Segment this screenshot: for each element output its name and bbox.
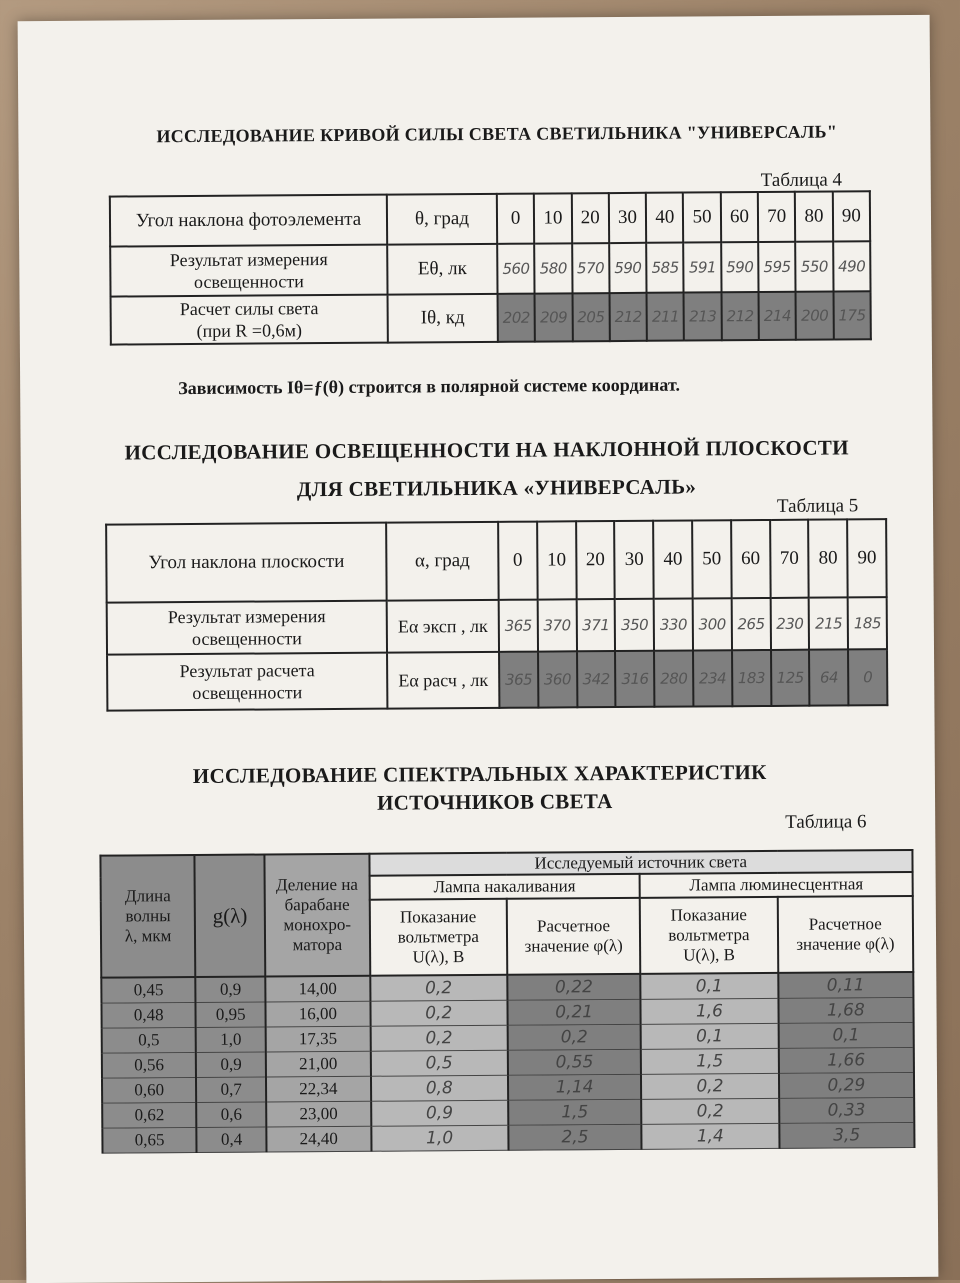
table6-lamp1-calc-cell: 1,5	[508, 1099, 641, 1125]
table6-reading-line3: U(λ), В	[412, 947, 465, 967]
table6-reading-line1: Показание	[670, 905, 748, 925]
table4-illuminance-value: 595	[758, 242, 796, 292]
table4-intensity-value: 200	[796, 292, 834, 340]
table6-source-header: Исследуемый источник света	[369, 850, 913, 876]
table5-calculated-symbol: Eα расч , лк	[387, 652, 499, 709]
section2-title-line2: ДЛЯ СВЕТИЛЬНИКА «УНИВЕРСАЛЬ»	[296, 474, 697, 502]
table5-measured-value: 350	[615, 599, 654, 651]
table6-lamp2-calc-cell: 0,1	[778, 1022, 914, 1048]
table6-lamp2-reading-cell: 0,2	[641, 1098, 779, 1124]
table5-angle-cell: 70	[770, 520, 809, 598]
table6-lamp1-calc-cell: 0,55	[508, 1049, 641, 1075]
table6-lamp1-reading-cell: 0,5	[370, 1050, 508, 1076]
table6-lamp2-reading-cell: 0,1	[641, 973, 779, 999]
table4-illuminance-value: 590	[609, 243, 647, 293]
table6-lambda-cell: 0,56	[102, 1052, 196, 1078]
table-row	[102, 1122, 914, 1153]
table4-illuminance-value: 550	[796, 242, 834, 292]
table5-measured-symbol: Eα эксп , лк	[387, 600, 499, 653]
table4-intensity-value: 205	[572, 293, 610, 341]
table6-lamp2-reading-cell: 0,1	[641, 1023, 779, 1049]
table6-lamp1-reading-cell: 1,0	[371, 1125, 509, 1151]
table6-division-header-line2: барабане	[284, 894, 350, 915]
section2-title-line1: ИССЛЕДОВАНИЕ ОСВЕЩЕННОСТИ НА НАКЛОННОЙ ПЛОСКОСТИ	[124, 435, 849, 465]
table5	[105, 518, 888, 711]
table6-lamp2-calc-header	[777, 896, 913, 973]
table6-wavelength-header-line3: λ, мкм	[124, 926, 172, 946]
table6-calc-line2: значение φ(λ)	[796, 934, 895, 954]
table6-g-header: g(λ)	[195, 854, 266, 976]
table4-angle-cell: 70	[758, 192, 796, 242]
table6-reading-line2: вольтметра	[397, 927, 479, 947]
table4-intensity-value: 213	[684, 292, 722, 340]
table5-angle-cell: 90	[847, 519, 886, 597]
table6-caption: Таблица 6	[785, 811, 867, 833]
table6-lamp1-header: Лампа накаливания	[369, 874, 640, 900]
table6-lambda-cell: 0,48	[101, 1002, 195, 1028]
table6-lamp2-reading-header	[640, 897, 778, 974]
table6-reading-line2: вольтметра	[668, 925, 750, 945]
table4-intensity-value: 214	[759, 292, 797, 340]
table6-division-cell: 22,34	[266, 1076, 371, 1102]
table4-intensity-label-line1: Расчет силы света	[179, 298, 319, 320]
table4-angle-cell: 40	[646, 193, 684, 243]
table6-lamp1-calc-header	[507, 898, 641, 975]
table5-calculated-value: 342	[577, 651, 616, 707]
table6-lamp1-reading-cell: 0,2	[370, 975, 508, 1001]
section3-title-line1: ИССЛЕДОВАНИЕ СПЕКТРАЛЬНЫХ ХАРАКТЕРИСТИК	[192, 759, 767, 788]
table6-lamp1-calc-cell: 0,2	[508, 1024, 641, 1050]
table4-angle-cell: 10	[534, 193, 572, 243]
table4-illuminance-value: 585	[646, 243, 684, 293]
table5-angle-label: Угол наклона плоскости	[106, 523, 387, 603]
table4-intensity-value: 175	[833, 291, 871, 339]
table4-intensity-symbol: Iθ, кд	[388, 294, 498, 343]
table4-illuminance-value: 560	[497, 244, 535, 294]
table5-measured-value: 230	[770, 598, 809, 650]
table5-calculated-label	[107, 653, 387, 711]
table6-lamp2-calc-cell: 0,11	[778, 972, 914, 998]
table4-intensity-label-line2: (при R =0,6м)	[196, 320, 302, 341]
table6-lamp1-reading-cell: 0,9	[371, 1100, 509, 1126]
table6-division-header	[264, 854, 369, 977]
table4-angle-cell: 20	[571, 193, 609, 243]
table6-lamp1-calc-cell: 0,21	[507, 999, 640, 1025]
table6-lamp2-reading-cell: 1,5	[641, 1048, 779, 1074]
table5-angle-cell: 0	[498, 522, 537, 600]
table4-illuminance-label-line1: Результат измерения	[169, 249, 328, 271]
table4-angle-label: Угол наклона фотоэлемента	[110, 195, 387, 247]
table6-g-cell: 0,4	[197, 1127, 267, 1152]
table5-measured-value: 330	[654, 599, 693, 651]
table6	[99, 849, 915, 1154]
table5-measured-value: 215	[809, 597, 848, 649]
table6-g-cell: 1,0	[196, 1027, 266, 1052]
table5-calculated-value: 64	[809, 649, 848, 705]
table5-calculated-label-line2: освещенности	[192, 682, 303, 703]
paper-sheet	[18, 15, 939, 1283]
table4-angle-cell: 60	[721, 192, 759, 242]
table6-lamp1-calc-cell: 1,14	[508, 1074, 641, 1100]
table4-angle-symbol: θ, град	[387, 194, 497, 245]
table6-lamp2-reading-cell: 0,2	[641, 1073, 779, 1099]
table5-calculated-value: 0	[848, 649, 887, 705]
table4-intensity-label	[111, 295, 388, 345]
table5-caption: Таблица 5	[776, 495, 859, 517]
table6-division-cell: 23,00	[266, 1101, 371, 1127]
table4-angle-cell: 0	[497, 194, 535, 244]
table6-lambda-cell: 0,5	[102, 1027, 196, 1053]
table4-illuminance-label-line2: освещенности	[193, 271, 304, 292]
table6-wavelength-header-line2: волны	[125, 906, 171, 926]
section1-title: ИССЛЕДОВАНИЕ КРИВОЙ СИЛЫ СВЕТА СВЕТИЛЬНИКА "УНИВЕРСАЛЬ"	[156, 121, 838, 147]
table5-measured-value: 185	[848, 597, 887, 649]
table6-lamp1-reading-header	[369, 899, 507, 976]
table5-measured-value: 365	[499, 600, 538, 652]
table6-lamp1-calc-cell: 0,22	[507, 974, 640, 1000]
section3-title-line2: ИСТОЧНИКОВ СВЕТА	[376, 789, 613, 815]
table6-g-cell: 0,6	[196, 1102, 266, 1127]
table5-calculated-value: 280	[654, 650, 693, 706]
table6-g-cell: 0,9	[196, 976, 266, 1002]
table5-angle-cell: 20	[576, 521, 615, 599]
table6-lamp2-calc-cell: 1,66	[778, 1047, 914, 1073]
table6-lambda-cell: 0,65	[102, 1127, 196, 1153]
table6-lamp1-reading-cell: 0,8	[371, 1075, 509, 1101]
table6-lambda-cell: 0,60	[102, 1077, 196, 1103]
table6-g-cell: 0,95	[196, 1002, 266, 1027]
table6-lamp2-calc-cell: 0,29	[779, 1072, 915, 1098]
table5-measured-value: 265	[731, 598, 770, 650]
table4-illuminance-value: 590	[721, 242, 759, 292]
table6-calc-line1: Расчетное	[808, 914, 882, 934]
table6-division-cell: 16,00	[265, 1001, 370, 1027]
table4-intensity-value: 212	[609, 293, 647, 341]
table5-measured-value: 371	[576, 599, 615, 651]
table6-lamp2-calc-cell: 1,68	[778, 997, 914, 1023]
table6-calc-line2: значение φ(λ)	[524, 935, 623, 956]
table4-angle-cell: 30	[609, 193, 647, 243]
table4-intensity-value: 211	[647, 293, 685, 341]
table5-angle-cell: 30	[615, 521, 654, 599]
table6-lamp1-reading-cell: 0,2	[370, 1025, 508, 1051]
table6-lambda-cell: 0,62	[102, 1102, 196, 1128]
table4-illuminance-symbol: Eθ, лк	[387, 244, 497, 295]
table5-calculated-value: 365	[499, 652, 538, 708]
table5-measured-label	[107, 601, 387, 655]
table4-caption: Таблица 4	[760, 169, 843, 192]
table4-illuminance-value: 490	[833, 241, 871, 291]
table5-calculated-value: 316	[615, 651, 654, 707]
table4-illuminance-value: 570	[572, 243, 610, 293]
table5-calculated-label-line1: Результат расчета	[179, 660, 315, 682]
table6-calc-line1: Расчетное	[536, 916, 611, 936]
table5-angle-cell: 40	[653, 521, 692, 599]
table6-wavelength-header-line1: Длина	[124, 886, 171, 906]
table4-intensity-value: 209	[535, 293, 573, 341]
table5-measured-value: 370	[537, 599, 576, 651]
table6-division-cell: 14,00	[265, 976, 370, 1002]
table6-division-header-line1: Деление на	[275, 874, 359, 895]
table6-lamp1-calc-cell: 2,5	[508, 1124, 641, 1150]
table6-division-cell: 17,35	[266, 1026, 371, 1052]
table5-measured-label-line2: освещенности	[191, 628, 302, 649]
table6-division-header-line4: матора	[292, 934, 343, 955]
table5-angle-symbol: α, град	[386, 522, 499, 601]
table5-measured-label-line1: Результат измерения	[167, 606, 326, 628]
table4-intensity-value: 212	[721, 292, 759, 340]
table4-illuminance-value: 580	[534, 243, 572, 293]
table5-angle-cell: 80	[808, 519, 847, 597]
table5-angle-cell: 10	[537, 521, 576, 599]
table6-lamp1-reading-cell: 0,2	[370, 1000, 508, 1026]
table4-illuminance-value: 591	[684, 242, 722, 292]
table4-angle-cell: 50	[683, 192, 721, 242]
table4-angle-cell: 80	[795, 192, 833, 242]
table4-angle-cell: 90	[832, 191, 870, 241]
table6-division-cell: 24,40	[266, 1126, 371, 1152]
table5-calculated-value: 125	[771, 650, 810, 706]
table4-illuminance-label	[110, 245, 387, 297]
table5-angle-cell: 60	[731, 520, 770, 598]
table6-lamp2-header: Лампа люминесцентная	[640, 872, 913, 898]
table5-calculated-value: 360	[538, 651, 577, 707]
table6-reading-line1: Показание	[399, 907, 477, 927]
table5-measured-value: 300	[693, 598, 732, 650]
table6-lamp2-reading-cell: 1,4	[642, 1123, 780, 1149]
table6-g-cell: 0,9	[196, 1052, 266, 1077]
table6-lamp2-reading-cell: 1,6	[641, 998, 779, 1024]
table5-angle-cell: 50	[692, 520, 731, 598]
table4-intensity-value: 202	[498, 294, 536, 342]
table6-g-cell: 0,7	[196, 1077, 266, 1102]
table6-division-header-line3: монохро-	[283, 914, 352, 935]
table4	[109, 190, 872, 345]
table6-division-cell: 21,00	[266, 1051, 371, 1077]
table6-lamp2-calc-cell: 3,5	[779, 1122, 915, 1148]
table6-wavelength-header	[100, 855, 195, 978]
table6-lamp2-calc-cell: 0,33	[779, 1097, 915, 1123]
polar-note: Зависимость Iθ=ƒ(θ) строится в полярной системе координат.	[178, 374, 680, 399]
table6-lambda-cell: 0,45	[101, 977, 195, 1003]
table5-calculated-value: 183	[732, 650, 771, 706]
table5-calculated-value: 234	[693, 650, 732, 706]
table6-reading-line3: U(λ), В	[683, 945, 735, 965]
